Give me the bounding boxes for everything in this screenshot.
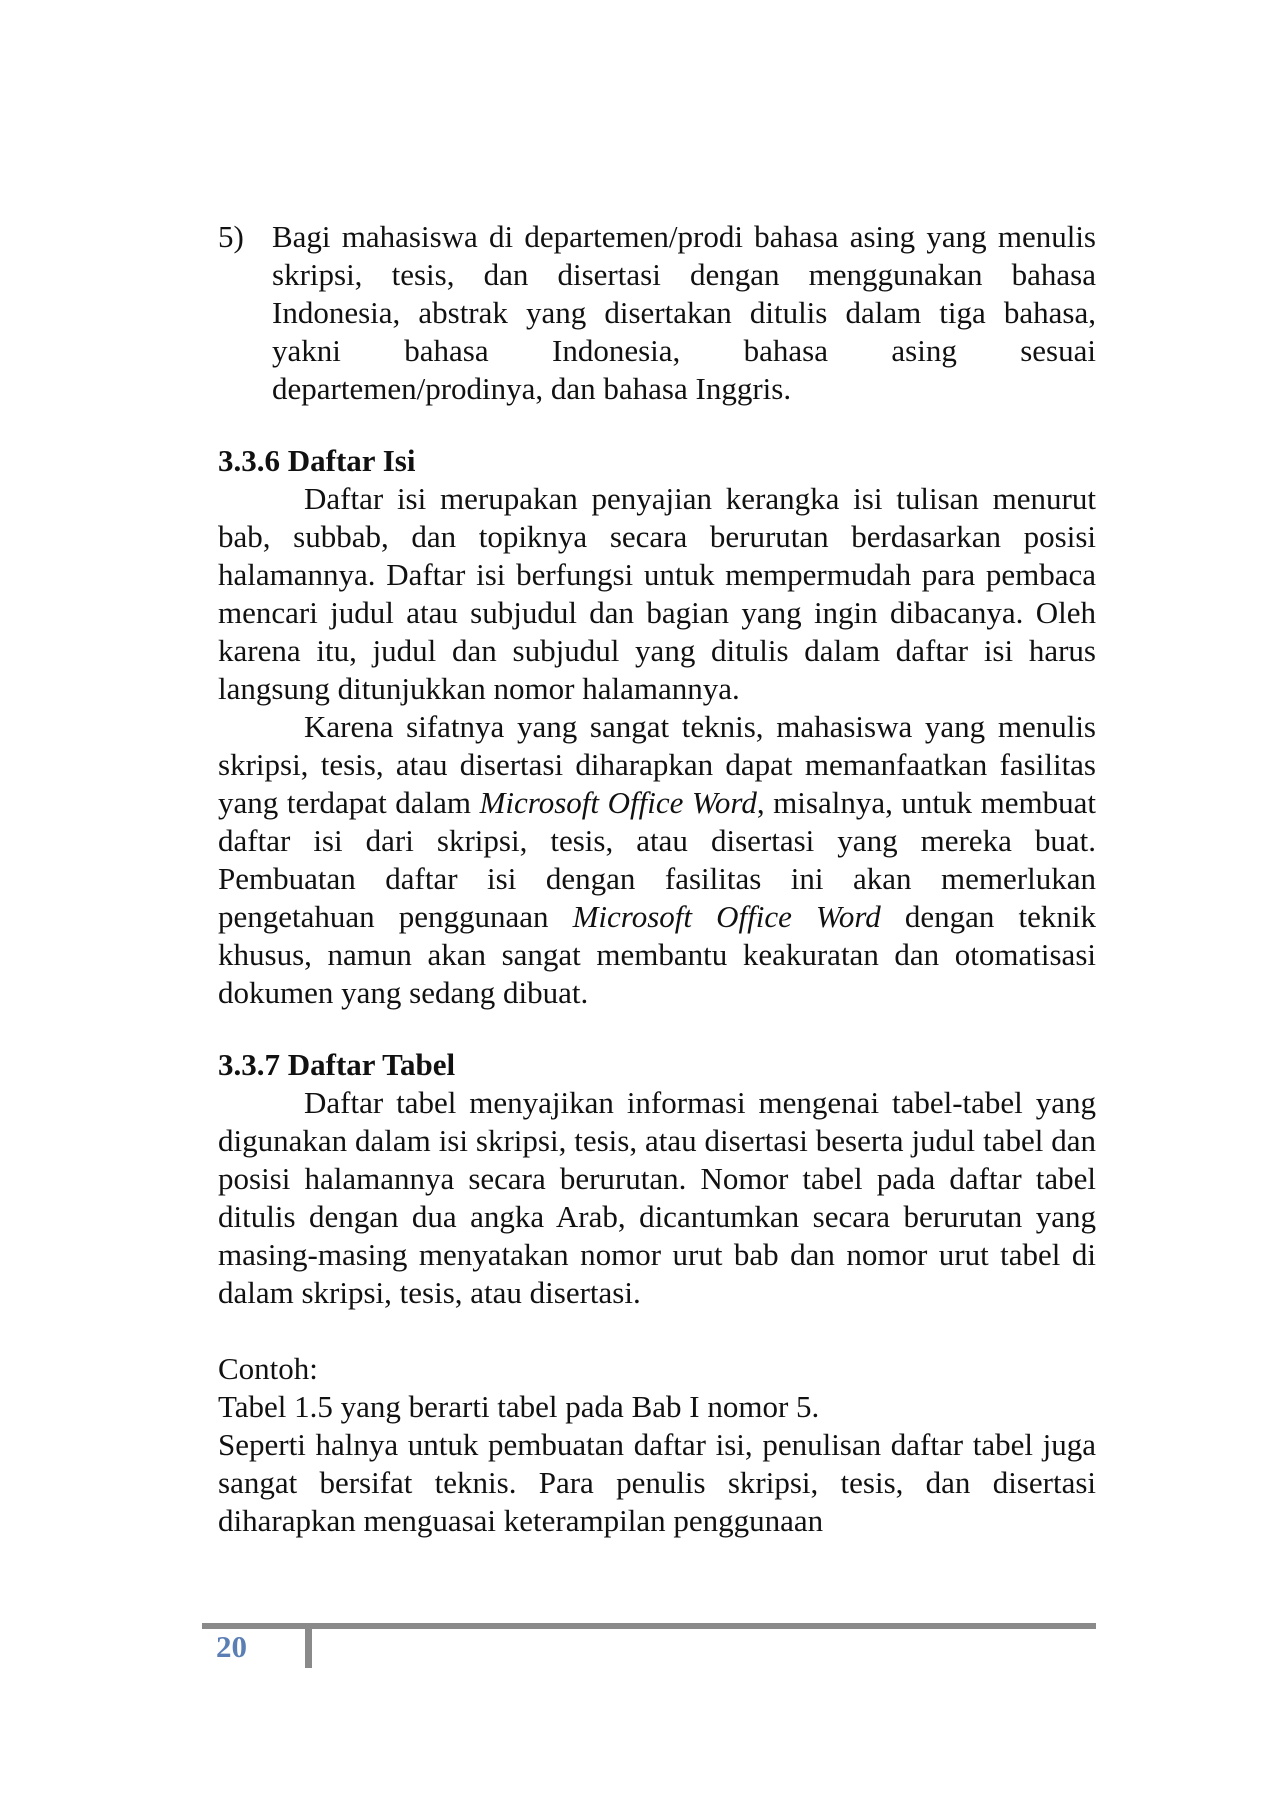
italic-term: Microsoft Office Word xyxy=(572,899,881,934)
footer-divider-bar xyxy=(305,1623,312,1668)
page-number: 20 xyxy=(216,1629,247,1664)
example-text: Tabel 1.5 yang berarti tabel pada Bab I nomor 5. xyxy=(218,1389,820,1424)
list-item-number: 5) xyxy=(218,219,244,254)
section-heading-daftar-tabel: 3.3.7 Daftar Tabel xyxy=(218,1047,456,1082)
section-heading-daftar-isi: 3.3.6 Daftar Isi xyxy=(218,443,416,478)
example-label: Contoh: xyxy=(218,1351,318,1386)
paragraph-text: , misalnya, untuk membuat daftar isi dari skripsi, tesis, atau disertasi yang mereka buat. Pembuatan daftar isi dengan fasilitas ini akan memerlukan pengetahuan penggunaan xyxy=(218,785,1096,934)
paragraph-text: dengan teknik khusus, namun akan sangat membantu keakuratan dan otomatisasi dokumen yang sedang dibuat. xyxy=(218,899,1096,1010)
list-item xyxy=(218,218,1096,408)
paragraph-daftar-tabel-2: Seperti halnya untuk pembuatan daftar isi, penulisan daftar tabel juga sangat bersifat teknis. Para penulis skripsi, tesis, dan disertasi diharapkan menguasai keterampilan penggunaan xyxy=(218,1427,1096,1538)
paragraph-daftar-isi-2 xyxy=(218,708,1096,1012)
paragraph-daftar-tabel-1: Daftar tabel menyajikan informasi mengenai tabel-tabel yang digunakan dalam isi skripsi, tesis, atau disertasi beserta judul tabel dan posisi halamannya secara berurutan. Nomor tabel pada daftar tabel ditulis dengan dua angka Arab, dicantumkan secara berurutan yang masing-masing menyatakan nomor urut bab dan nomor urut tabel di dalam skripsi, tesis, atau disertasi. xyxy=(218,1085,1096,1310)
spacer xyxy=(218,1312,1096,1350)
paragraph-text: Karena sifatnya yang sangat teknis, mahasiswa yang menulis skripsi, tesis, atau disertasi diharapkan dapat memanfaatkan fasilitas yang terdapat dalam xyxy=(218,709,1096,820)
footer-rule xyxy=(202,1623,1096,1629)
page-content xyxy=(218,218,1096,1540)
italic-term: Microsoft Office Word xyxy=(479,785,757,820)
list-item-text: Bagi mahasiswa di departemen/prodi bahasa asing yang menulis skripsi, tesis, dan disertasi dengan menggunakan bahasa Indonesia, abstrak yang disertakan ditulis dalam tiga bahasa, yakni bahasa Indonesia, bahasa asing sesuai departemen/prodinya, dan bahasa Inggris. xyxy=(272,219,1096,406)
paragraph-daftar-isi-1: Daftar isi merupakan penyajian kerangka isi tulisan menurut bab, subbab, dan topiknya secara berurutan berdasarkan posisi halamannya. Daftar isi berfungsi untuk mempermudah para pembaca mencari judul atau subjudul dan bagian yang ingin dibacanya. Oleh karena itu, judul dan subjudul yang ditulis dalam daftar isi harus langsung ditunjukkan nomor halamannya. xyxy=(218,481,1096,706)
